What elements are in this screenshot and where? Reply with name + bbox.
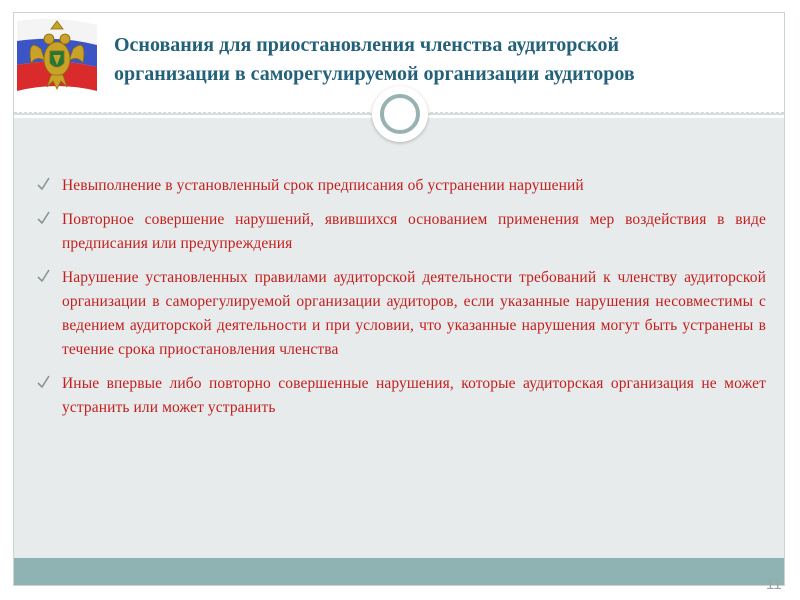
- checkmark-icon: [36, 174, 52, 194]
- bullet-text: Нарушение установленных правилами аудиторской деятельности требований к членству аудиторской организации в саморегулируемой организации аудиторов, если указанные нарушения несовместимы с ведением аудиторской деятельности и при условии, что указанные нарушения могут быть устранены в течение срока приостановления членства: [62, 269, 766, 358]
- checkmark-icon: [36, 372, 52, 392]
- title-line-1: Основания для приостановления членства аудиторской: [114, 34, 620, 56]
- slide-title: [114, 31, 764, 89]
- ring-ornament: [372, 86, 428, 142]
- list-item: [34, 266, 766, 362]
- checkmark-icon: [36, 266, 52, 286]
- list-item: [34, 372, 766, 420]
- bullet-list: [34, 174, 766, 430]
- list-item: [34, 208, 766, 256]
- page-number: 11: [766, 576, 782, 593]
- bullet-text: Иные впервые либо повторно совершенные нарушения, которые аудиторская организация не может устранить или может устранить: [62, 375, 766, 416]
- bullet-text: Повторное совершение нарушений, явившихся основанием применения мер воздействия в виде предписания или предупреждения: [62, 211, 766, 252]
- title-line-2: организации в саморегулируемой организации аудиторов: [114, 63, 635, 85]
- coat-of-arms-emblem-icon: [17, 15, 97, 95]
- list-item: [34, 174, 766, 198]
- ring-ornament-inner: [380, 94, 420, 134]
- checkmark-icon: [36, 208, 52, 228]
- bottom-band: [14, 558, 784, 585]
- bullet-text: Невыполнение в установленный срок предписания об устранении нарушений: [62, 177, 584, 194]
